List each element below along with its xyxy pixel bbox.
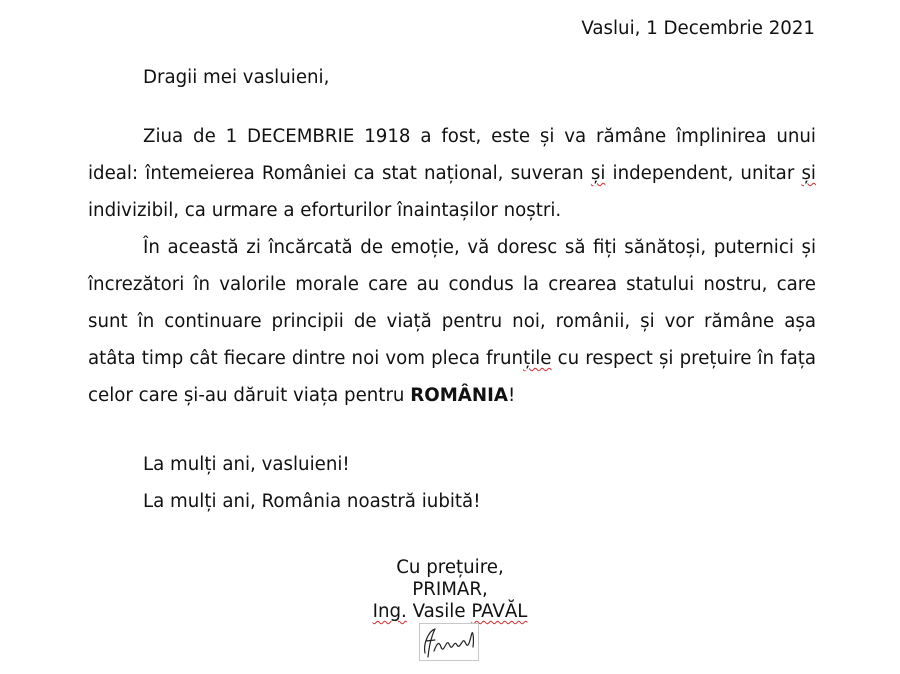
paragraph-1-flagged-word: și <box>590 163 606 184</box>
wishes <box>143 446 480 520</box>
paragraph-1-text: Ziua de 1 DECEMBRIE 1918 a fost, este și va rămâne împlinirea unui ideal: întemeierea României ca stat național, suveran <box>88 126 816 184</box>
signatory-name <box>373 600 528 624</box>
paragraph-2-flagged-word: țile <box>523 348 552 369</box>
closing-regards: Cu prețuire, <box>396 557 504 578</box>
date-line: Vaslui, 1 Decembrie 2021 <box>581 18 815 39</box>
signatory-prefix: Ing. <box>372 601 407 622</box>
paragraph-2-text: ! <box>507 385 516 406</box>
paragraph-2 <box>88 229 816 414</box>
romania-emphasis: ROMÂNIA <box>410 385 508 406</box>
paragraph-1-flagged-word: și <box>801 163 816 184</box>
signatory-surname: PAVĂL <box>471 601 528 622</box>
paragraph-2-text: În această zi încărcată de emoție, vă doresc să fiți sănătoși, puternici și încrezători în valorile morale care au condus la crearea statului nostru, care sunt în continuare principii de viață pentru noi, românii, și vor rămâne așa atâta timp cât fiecare dintre noi vom pleca frun <box>88 237 816 369</box>
wish-vasluieni: La mulți ani, vasluieni! <box>143 454 350 475</box>
paragraph-2-text: cu respect și prețuire în fața celor care și-au dăruit viața pentru <box>88 348 817 406</box>
closing-title: PRIMAR, <box>412 579 488 600</box>
paragraph-1-text: independent, unitar <box>605 163 802 184</box>
greeting: Dragii mei vasluieni, <box>143 67 330 88</box>
wish-romania: La mulți ani, România noastră iubită! <box>143 491 481 512</box>
letter-body <box>88 118 816 414</box>
signatory-firstname: Vasile <box>406 601 472 622</box>
paragraph-1-text: indivizibil, ca urmare a eforturilor înaintașilor noștri. <box>88 200 562 221</box>
paragraph-1 <box>88 118 816 229</box>
signature-icon <box>419 623 479 661</box>
